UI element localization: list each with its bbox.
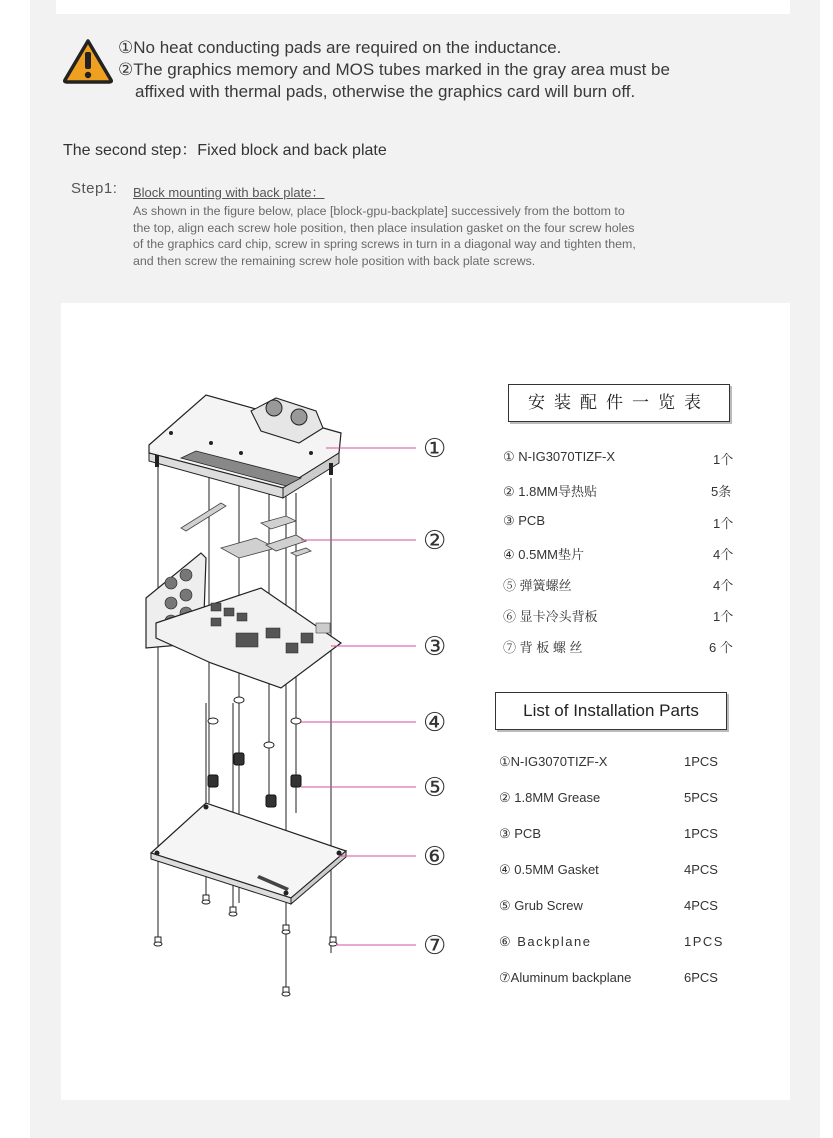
part-qty: 1个	[713, 609, 734, 624]
thermal-pads-part	[181, 503, 311, 558]
part-name: ③ PCB	[503, 513, 545, 528]
parts-en-row	[499, 898, 718, 914]
parts-en-row	[499, 754, 718, 770]
part-qty: 1个	[713, 516, 734, 531]
callout-labels	[423, 434, 446, 961]
warning-line-3: affixed with thermal pads, otherwise the graphics card will burn off.	[135, 82, 636, 101]
callout-3: ③	[423, 632, 447, 662]
callout-5: ⑤	[423, 773, 447, 803]
warning-line-1: ①No heat conducting pads are required on the inductance.	[118, 38, 562, 57]
part-qty: 1PCS	[684, 826, 718, 841]
callout-4: ④	[423, 708, 447, 738]
part-qty: 1PCS	[684, 754, 718, 769]
water-block-part	[149, 395, 341, 498]
parts-en-row	[499, 790, 718, 806]
part-name: ② 1.8MM Grease	[499, 790, 601, 805]
part-name: ⑤ Grub Screw	[499, 898, 583, 913]
parts-en-row	[499, 826, 718, 842]
callout-7: ⑦	[423, 931, 447, 961]
parts-cn-row	[503, 637, 733, 656]
part-qty: 6 个	[709, 640, 733, 655]
parts-list-en-title: List of Installation Parts	[495, 692, 727, 730]
backplate-screws-part	[154, 895, 337, 996]
spring-screws-part	[208, 753, 301, 807]
backplate-part	[151, 803, 346, 904]
washers-part	[208, 697, 301, 748]
parts-list-cn-title: 安装配件一览表	[508, 384, 730, 422]
step1-line: As shown in the figure below, place [block-gpu-backplate] successively from the bottom to	[133, 204, 625, 218]
step1-line: the top, align each screw hole position, then place insulation gasket on the four screw holes	[133, 220, 635, 235]
part-qty: 1个	[713, 452, 734, 467]
pcb-part	[146, 553, 341, 688]
part-qty: 4个	[713, 547, 734, 562]
warning-line-2: ②The graphics memory and MOS tubes marked in the gray area must be	[118, 60, 670, 79]
callout-6: ⑥	[423, 842, 447, 872]
step1-line: of the graphics card chip, screw in spring screws in turn in a diagonal way and tighten them,	[133, 237, 636, 251]
assembly-figure-card	[61, 303, 790, 1100]
warning-text	[118, 37, 670, 103]
part-name: ④ 0.5MM垫片	[503, 547, 584, 562]
part-qty: 4PCS	[684, 898, 718, 913]
parts-cn-row	[503, 481, 732, 500]
step1-subtitle: Block mounting with back plate：	[133, 185, 325, 200]
parts-cn-row	[503, 544, 734, 563]
callout-2: ②	[423, 526, 447, 556]
part-qty: 5条	[711, 484, 732, 499]
parts-cn-row	[503, 449, 734, 467]
part-name: ⑦Aluminum backplane	[499, 970, 632, 985]
part-qty: 4PCS	[684, 862, 718, 877]
part-qty: 6PCS	[684, 970, 718, 985]
warning-triangle-icon	[62, 38, 114, 84]
part-name: ③ PCB	[499, 826, 541, 841]
parts-en-row	[499, 862, 718, 878]
part-qty: 1PCS	[684, 934, 724, 949]
part-name: ⑦ 背 板 螺 丝	[503, 640, 583, 655]
parts-cn-row	[503, 606, 734, 625]
part-name: ⑥ Backplane	[499, 934, 592, 949]
part-qty: 4个	[713, 578, 734, 593]
part-name: ① N-IG3070TIZF-X	[503, 449, 616, 464]
section-title: The second step：Fixed block and back plate	[63, 142, 387, 159]
part-name: ⑥ 显卡冷头背板	[503, 609, 598, 624]
step1-label: Step1:	[71, 180, 118, 197]
parts-cn-row	[503, 513, 734, 531]
parts-en-row	[499, 970, 718, 986]
exploded-assembly-diagram	[61, 303, 481, 1100]
step1-description	[133, 203, 753, 269]
part-name: ⑤ 弹簧螺丝	[503, 578, 572, 593]
part-name: ④ 0.5MM Gasket	[499, 862, 599, 877]
parts-en-row	[499, 934, 724, 950]
step1-line: and then screw the remaining screw hole position with back plate screws.	[133, 253, 536, 268]
part-name: ①N-IG3070TIZF-X	[499, 754, 608, 769]
callout-1: ①	[423, 434, 447, 464]
previous-section-card	[56, 0, 790, 14]
part-qty: 5PCS	[684, 790, 718, 805]
part-name: ② 1.8MM导热贴	[503, 484, 597, 499]
parts-cn-row	[503, 575, 734, 594]
